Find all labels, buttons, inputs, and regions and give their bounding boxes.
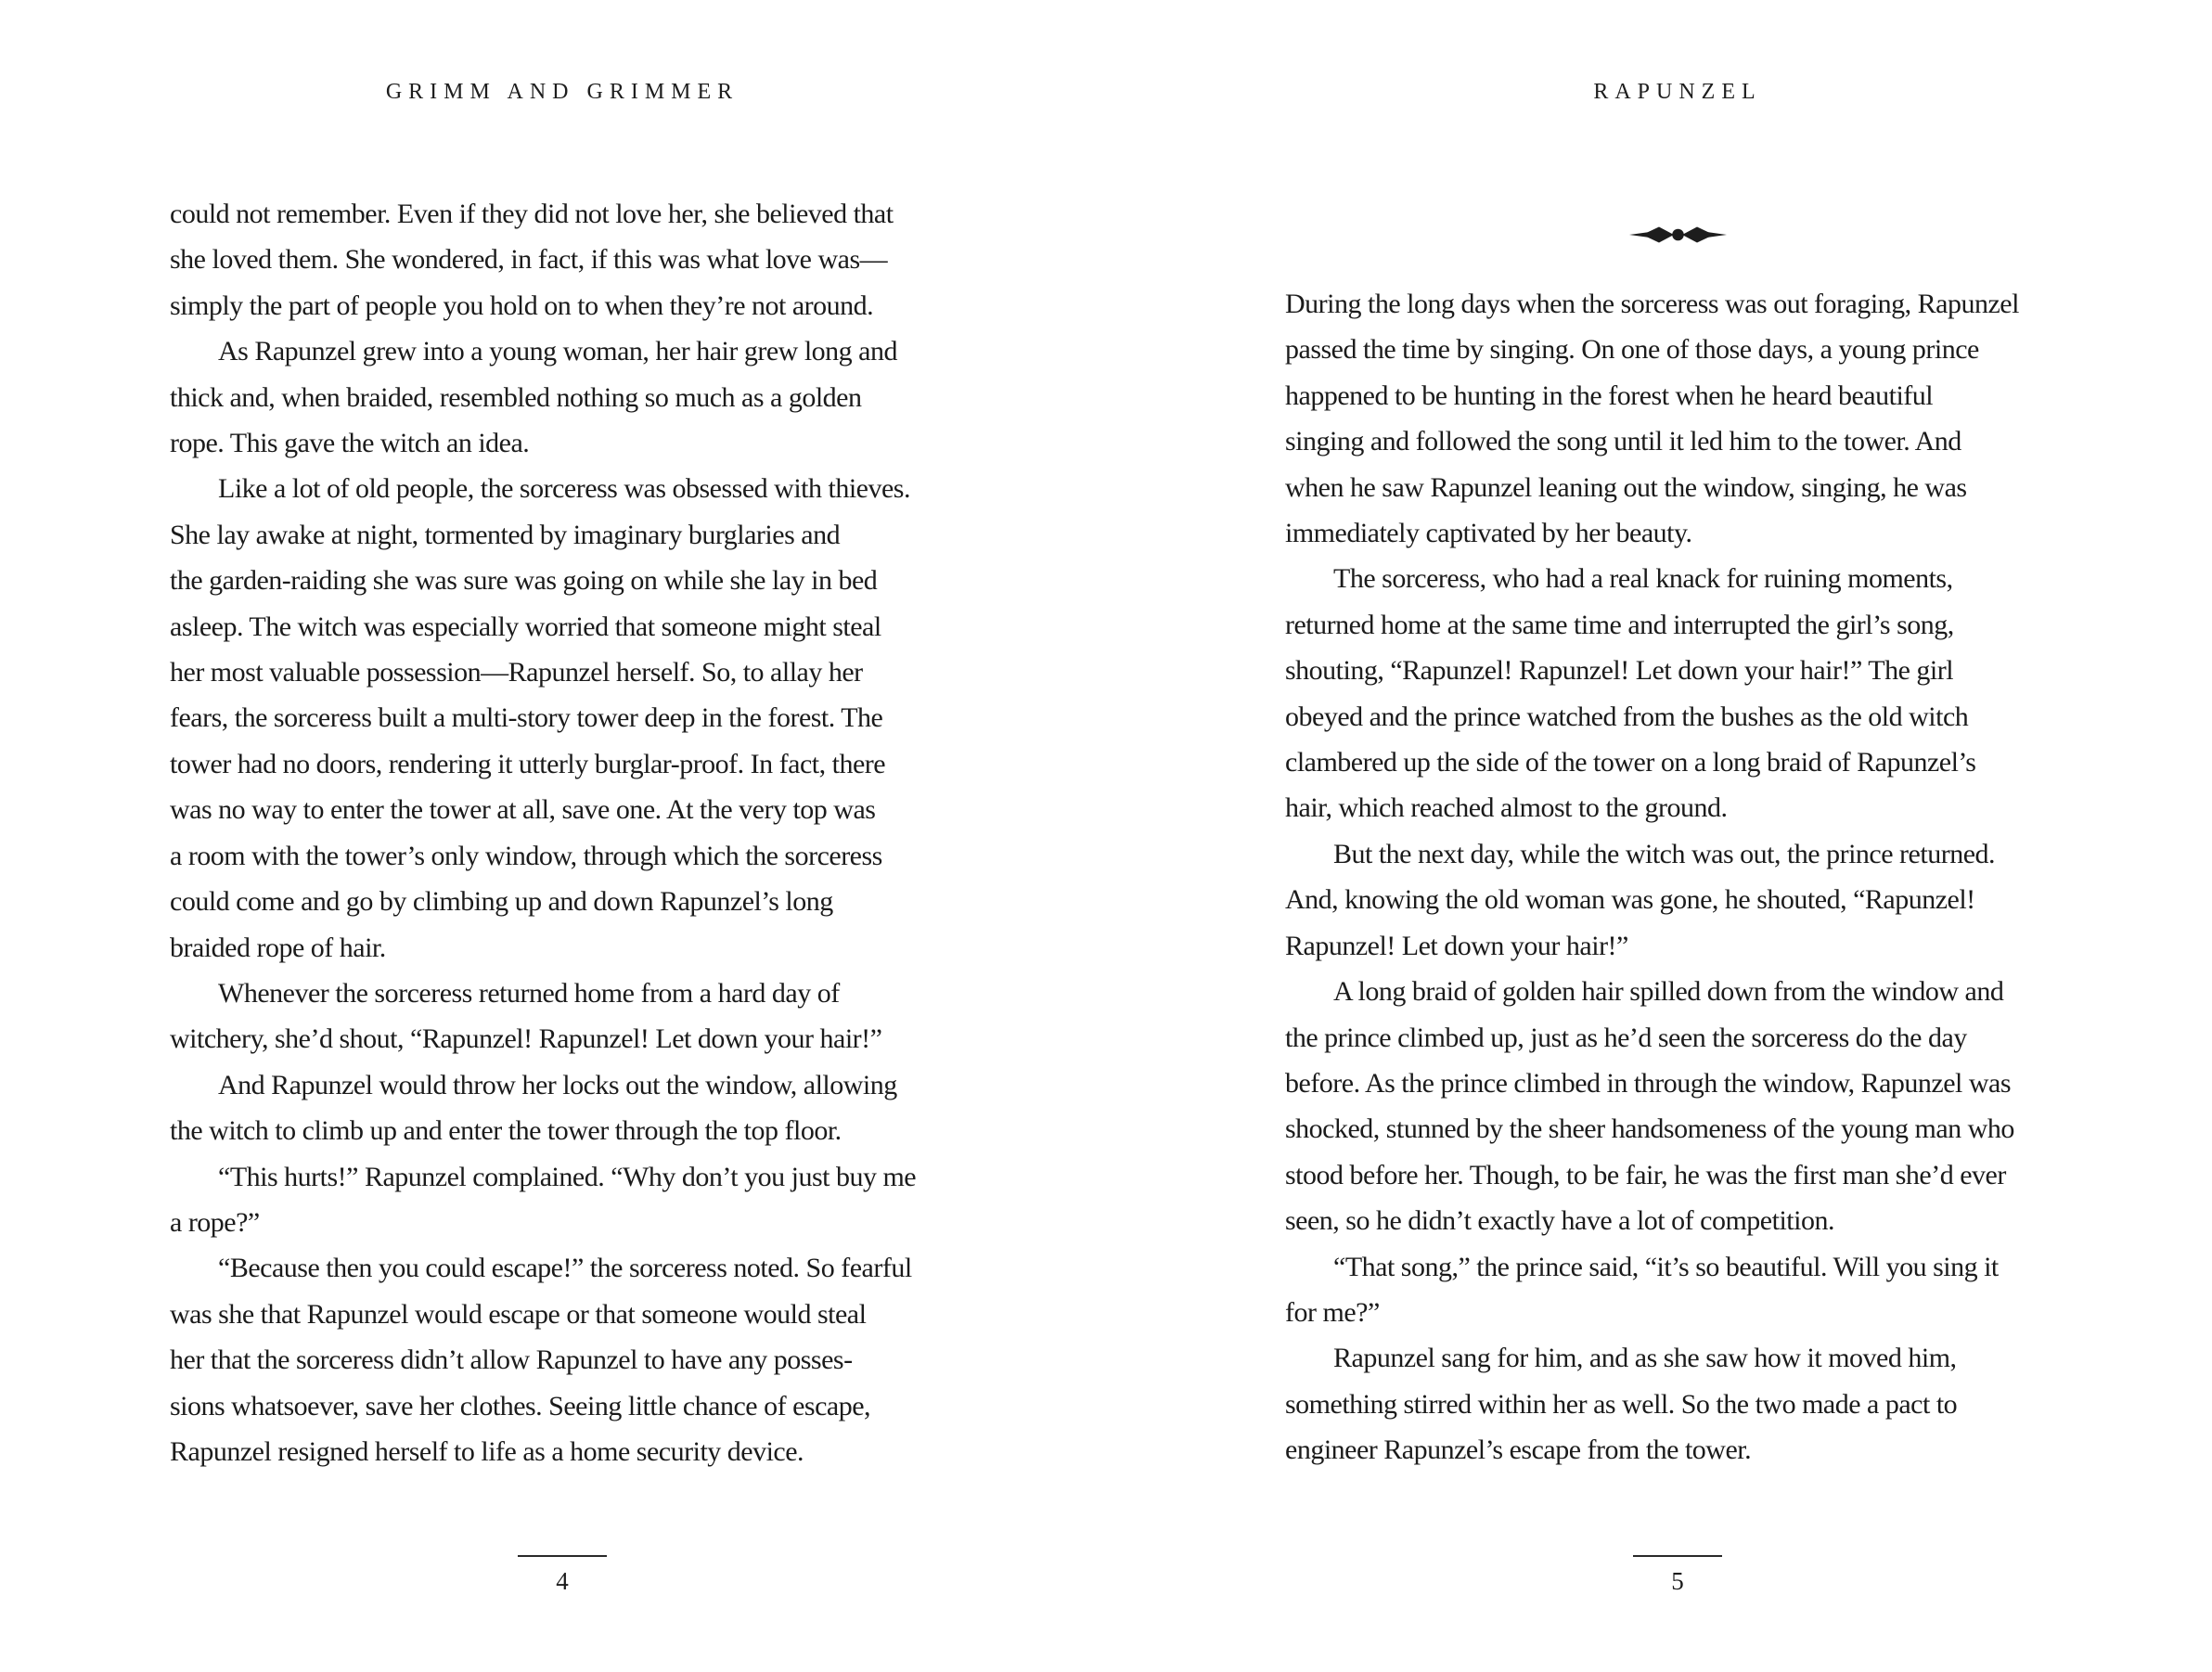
text-line: witchery, she’d shout, “Rapunzel! Rapunzel! Let down your hair!”	[170, 1023, 882, 1055]
text-line: shouting, “Rapunzel! Rapunzel! Let down your hair!” The girl	[1285, 655, 1954, 687]
text-line: “That song,” the prince said, “it’s so beautiful. Will you sing it	[1333, 1251, 1999, 1282]
page-number: 5	[1671, 1567, 1684, 1595]
text-line: stood before her. Though, to be fair, he was the first man she’d ever	[1285, 1159, 2006, 1190]
text-line: when he saw Rapunzel leaning out the window, singing, he was	[1285, 471, 1967, 503]
text-line: the prince climbed up, just as he’d seen the sorceress do the day	[1285, 1022, 1967, 1053]
text-line: rope. This gave the witch an idea.	[170, 428, 530, 459]
text-line: And, knowing the old woman was gone, he shouted, “Rapunzel!	[1285, 884, 1975, 916]
running-header-chapter-title: RAPUNZEL	[1593, 80, 1762, 104]
text-line: But the next day, while the witch was out, the prince returned.	[1333, 838, 1996, 869]
text-line: Rapunzel resigned herself to life as a home security device.	[170, 1435, 804, 1467]
text-line: could come and go by climbing up and down Rapunzel’s long	[170, 886, 833, 918]
text-line: During the long days when the sorceress was out foraging, Rapunzel	[1285, 289, 2019, 319]
text-line: The sorceress, who had a real knack for ruining moments,	[1333, 563, 1953, 595]
text-line: hair, which reached almost to the ground.	[1285, 792, 1728, 824]
text-line: Whenever the sorceress returned home from a hard day of	[218, 977, 840, 1009]
text-line: asleep. The witch was especially worried that someone might steal	[170, 611, 881, 642]
text-line: thick and, when braided, resembled nothing so much as a golden	[170, 381, 862, 413]
text-line: her that the sorceress didn’t allow Rapunzel to have any posses-	[170, 1344, 853, 1376]
text-line: fears, the sorceress built a multi-story tower deep in the forest. The	[170, 702, 883, 734]
text-line: shocked, stunned by the sheer handsomeness of the young man who	[1285, 1113, 2014, 1145]
page-right	[1285, 0, 2070, 1672]
page-left	[170, 0, 955, 1672]
text-line: As Rapunzel grew into a young woman, her hair grew long and	[218, 336, 897, 367]
text-line: returned home at the same time and interrupted the girl’s song,	[1285, 609, 1954, 640]
text-line: seen, so he didn’t exactly have a lot of competition.	[1285, 1205, 1834, 1237]
text-line: could not remember. Even if they did not love her, she believed that	[170, 199, 894, 229]
text-line: before. As the prince climbed in through the window, Rapunzel was	[1285, 1067, 2012, 1099]
text-line: a rope?”	[170, 1206, 260, 1238]
text-line: braided rope of hair.	[170, 932, 386, 963]
text-line: She lay awake at night, tormented by imaginary burglaries and	[170, 519, 841, 550]
text-line: singing and followed the song until it led him to the tower. And	[1285, 426, 1961, 457]
text-line: passed the time by singing. On one of those days, a young prince	[1285, 334, 1979, 366]
text-line: the witch to climb up and enter the tower through the top floor.	[170, 1115, 842, 1147]
text-line: Rapunzel! Let down your hair!”	[1285, 930, 1628, 961]
folio-right	[1285, 1555, 2070, 1596]
text-line: And Rapunzel would throw her locks out the window, allowing	[218, 1069, 897, 1100]
text-line: tower had no doors, rendering it utterly burglar-proof. In fact, there	[170, 748, 886, 779]
text-line: the garden-raiding she was sure was going on while she lay in bed	[170, 565, 878, 597]
text-line: was no way to enter the tower at all, save one. At the very top was	[170, 794, 876, 826]
fleuron-icon	[1629, 225, 1727, 244]
body-text-right	[1285, 281, 2070, 1473]
text-line: Like a lot of old people, the sorceress was obsessed with thieves.	[218, 473, 910, 505]
text-line: sions whatsoever, save her clothes. Seeing little chance of escape,	[170, 1390, 871, 1421]
text-line: for me?”	[1285, 1296, 1380, 1328]
text-line: a room with the tower’s only window, through which the sorceress	[170, 840, 882, 871]
scene-break-row	[1285, 225, 2070, 244]
text-line: was she that Rapunzel would escape or that someone would steal	[170, 1298, 867, 1330]
running-header-book-title: GRIMM AND GRIMMER	[385, 80, 739, 104]
text-line: engineer Rapunzel’s escape from the tower.	[1285, 1434, 1752, 1466]
text-line: she loved them. She wondered, in fact, if this was what love was—	[170, 244, 888, 276]
text-line: clambered up the side of the tower on a long braid of Rapunzel’s	[1285, 747, 1976, 778]
text-line: A long braid of golden hair spilled down from the window and	[1333, 976, 2004, 1008]
folio-rule	[1633, 1555, 1722, 1557]
text-line: obeyed and the prince watched from the bushes as the old witch	[1285, 701, 1969, 732]
text-line: something stirred within her as well. So the two made a pact to	[1285, 1388, 1958, 1420]
folio-rule	[518, 1555, 607, 1557]
text-line: simply the part of people you hold on to when they’re not around.	[170, 289, 874, 321]
text-line: Rapunzel sang for him, and as she saw how it moved him,	[1333, 1343, 1957, 1374]
text-line: her most valuable possession—Rapunzel herself. So, to allay her	[170, 657, 863, 688]
text-line: “This hurts!” Rapunzel complained. “Why don’t you just buy me	[218, 1161, 917, 1192]
text-line: “Because then you could escape!” the sorceress noted. So fearful	[218, 1253, 912, 1284]
page-number: 4	[556, 1567, 569, 1595]
body-text-left	[170, 191, 955, 1474]
text-line: immediately captivated by her beauty.	[1285, 518, 1692, 549]
folio-left	[170, 1555, 955, 1596]
text-line: happened to be hunting in the forest when he heard beautiful	[1285, 379, 1934, 411]
